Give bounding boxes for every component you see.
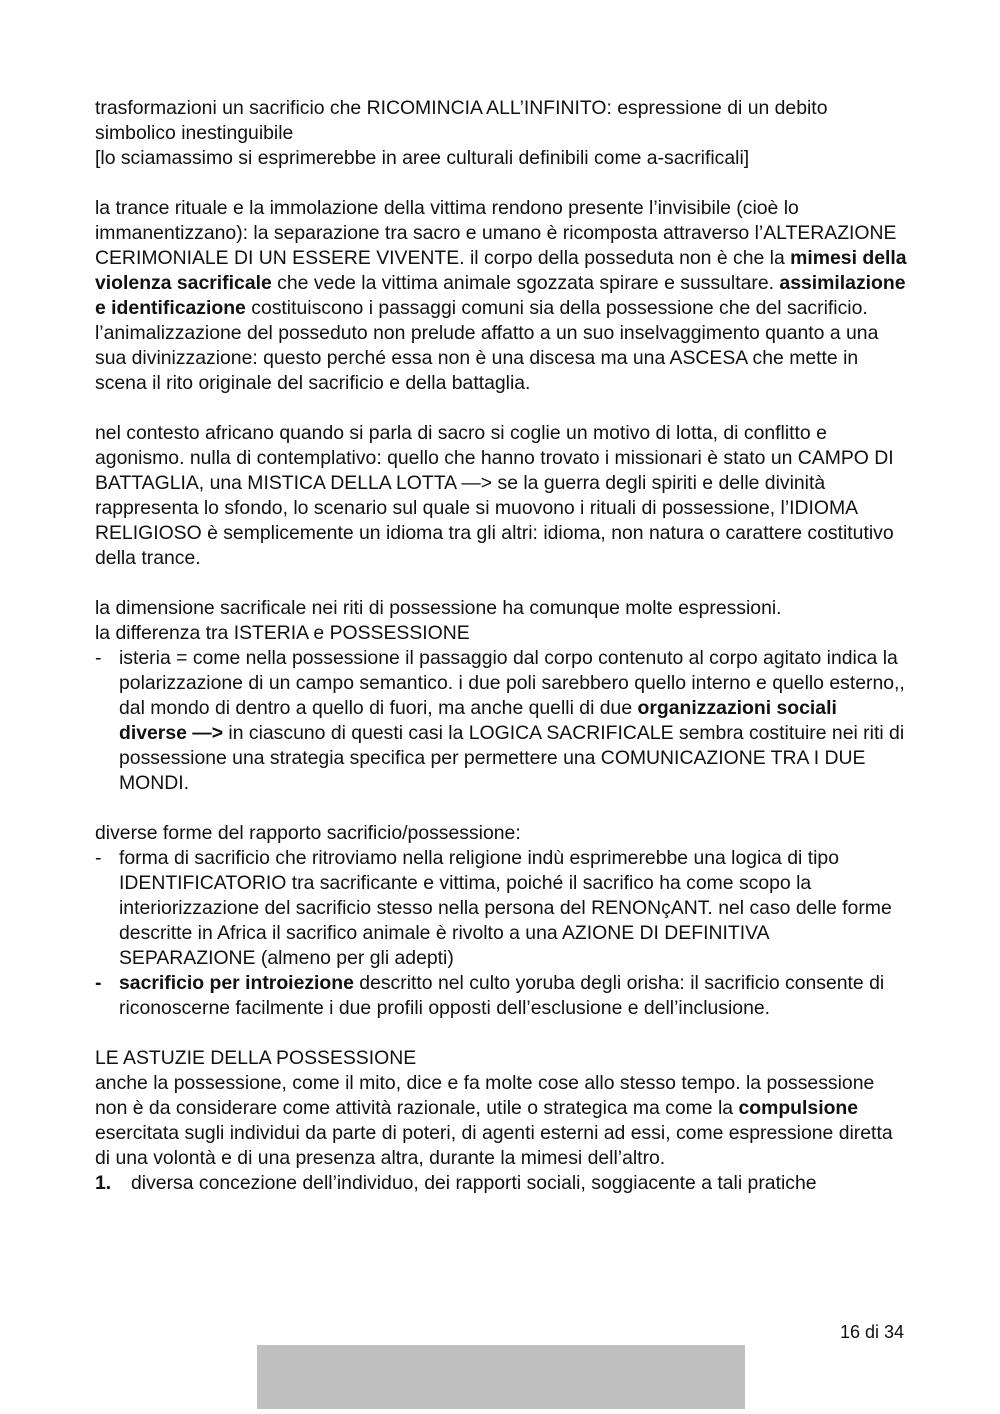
paragraph-trance-rituale [95,196,910,396]
paragraph-text [95,1071,910,1171]
paragraph-text: la trance rituale e la immolazione della vittima rendono presente l’invisibile (cioè lo immanentizzano): la separazione tra sacro e umano è ricomposta attraverso l’ALTERAZIONE CERIMONIALE DI UN ESSERE VIVENTE. il corpo della posseduta non è che la [95,197,897,269]
bullet-list [95,846,910,1021]
number-marker: 1. [95,1172,112,1194]
document-body [95,96,910,1196]
paragraph-text: la differenza tra ISTERIA e POSSESSIONE [95,622,470,644]
bold-phrase: compulsione [738,1097,859,1119]
footer-gray-bar [257,1345,745,1409]
paragraph-text: trasformazioni un sacrificio che RICOMINCIA ALL’INFINITO: espressione di un debito simbolico inestinguibile [95,97,828,144]
list-item-text: descritto nel culto yoruba degli orisha: il sacrificio consente di riconoscerne facilmente i due profili opposti dell’esclusione e dell’inclusione. [119,972,885,1019]
bullet-marker: - [95,972,102,994]
list-item [95,846,910,971]
paragraph-debito-simbolico [95,96,910,171]
bold-phrase: sacrificio per introiezione [119,972,354,994]
paragraph-text: esercitata sugli individui da parte di poteri, di agenti esterni ad essi, come espressione diretta di una volontà e di una presenza altra, durante la mimesi dell’altro. [95,1122,893,1169]
list-item [95,646,910,796]
section-heading: LE ASTUZIE DELLA POSSESSIONE [95,1047,417,1069]
list-item [95,971,910,1021]
page-number: 16 di 34 [839,1322,904,1342]
numbered-list [95,1171,910,1196]
bullet-marker: - [95,847,102,869]
section-sacrificio-possessione [95,821,910,1021]
paragraph-text: la dimensione sacrificale nei riti di possessione ha comunque molte espressioni. [95,597,782,619]
paragraph-text: che vede la vittima animale sgozzata spirare e sussultare. [271,272,780,294]
paragraph-contesto-africano: nel contesto africano quando si parla di sacro si coglie un motivo di lotta, di conflitto e agonismo. nulla di contemplativo: quello che hanno trovato i missionari è stato un CAMPO DI BATTAGLIA, una MISTICA DELLA LOTTA —> se la guerra degli spiriti e delle divinità rappresenta lo sfondo, lo scenario sul quale si muovono i rituali di possessione, l’IDIOMA RELIGIOSO è semplicemente un idioma tra gli altri: idioma, non natura o carattere costitutivo della trance. [95,422,894,569]
section-astuzie-possessione [95,1046,910,1171]
bold-phrase: organizzazioni sociali diverse —> [119,697,837,744]
list-item-text: forma di sacrificio che ritroviamo nella religione indù esprimerebbe una logica di tipo IDENTIFICATORIO tra sacrificante e vittima, poiché il sacrifico ha come scopo la interiorizzazione del sacrificio stesso nella persona del RENONçANT. nel caso delle forme descritte in Africa il sacrifico animale è rivolto a una AZIONE DI DEFINITIVA SEPARAZIONE (almeno per gli adepti) [119,847,892,969]
list-item-text: isteria = come nella possessione il passaggio dal corpo contenuto al corpo agitato indica la polarizzazione di un campo semantico. i due poli sarebbero quello interno e quello esterno,, dal mondo di dentro a quello di fuori, ma anche quelli di due [119,647,905,719]
paragraph-text: diverse forme del rapporto sacrificio/possessione: [95,822,521,844]
bold-phrase: mimesi della violenza sacrificale [95,247,907,294]
list-item-text: in ciascuno di questi casi la LOGICA SACRIFICALE sembra costituire nei riti di possessione una strategia specifica per permettere una COMUNICAZIONE TRA I DUE MONDI. [119,722,905,794]
list-item-text: diversa concezione dell’individuo, dei rapporti sociali, soggiacente a tali pratiche [131,1172,817,1194]
paragraph-text: costituiscono i passaggi comuni sia della possessione che del sacrificio. l’animalizzazione del posseduto non prelude affatto a un suo inselvaggimento quanto a una sua divinizzazione: questo perché essa non è una discesa ma una ASCESA che mette in scena il rito originale del sacrificio e della battaglia. [95,297,879,394]
paragraph-text: anche la possessione, come il mito, dice e fa molte cose allo stesso tempo. la possessione non è da considerare come attività razionale, utile o strategica ma come la [95,1072,875,1119]
section-isteria-possessione [95,596,910,796]
paragraph-text: [lo sciamassimo si esprimerebbe in aree culturali definibili come a-sacrificali] [95,147,750,169]
bold-phrase: assimilazione e identificazione [95,272,906,319]
bullet-marker: - [95,647,102,669]
bullet-list [95,646,910,796]
list-item [95,1171,910,1196]
